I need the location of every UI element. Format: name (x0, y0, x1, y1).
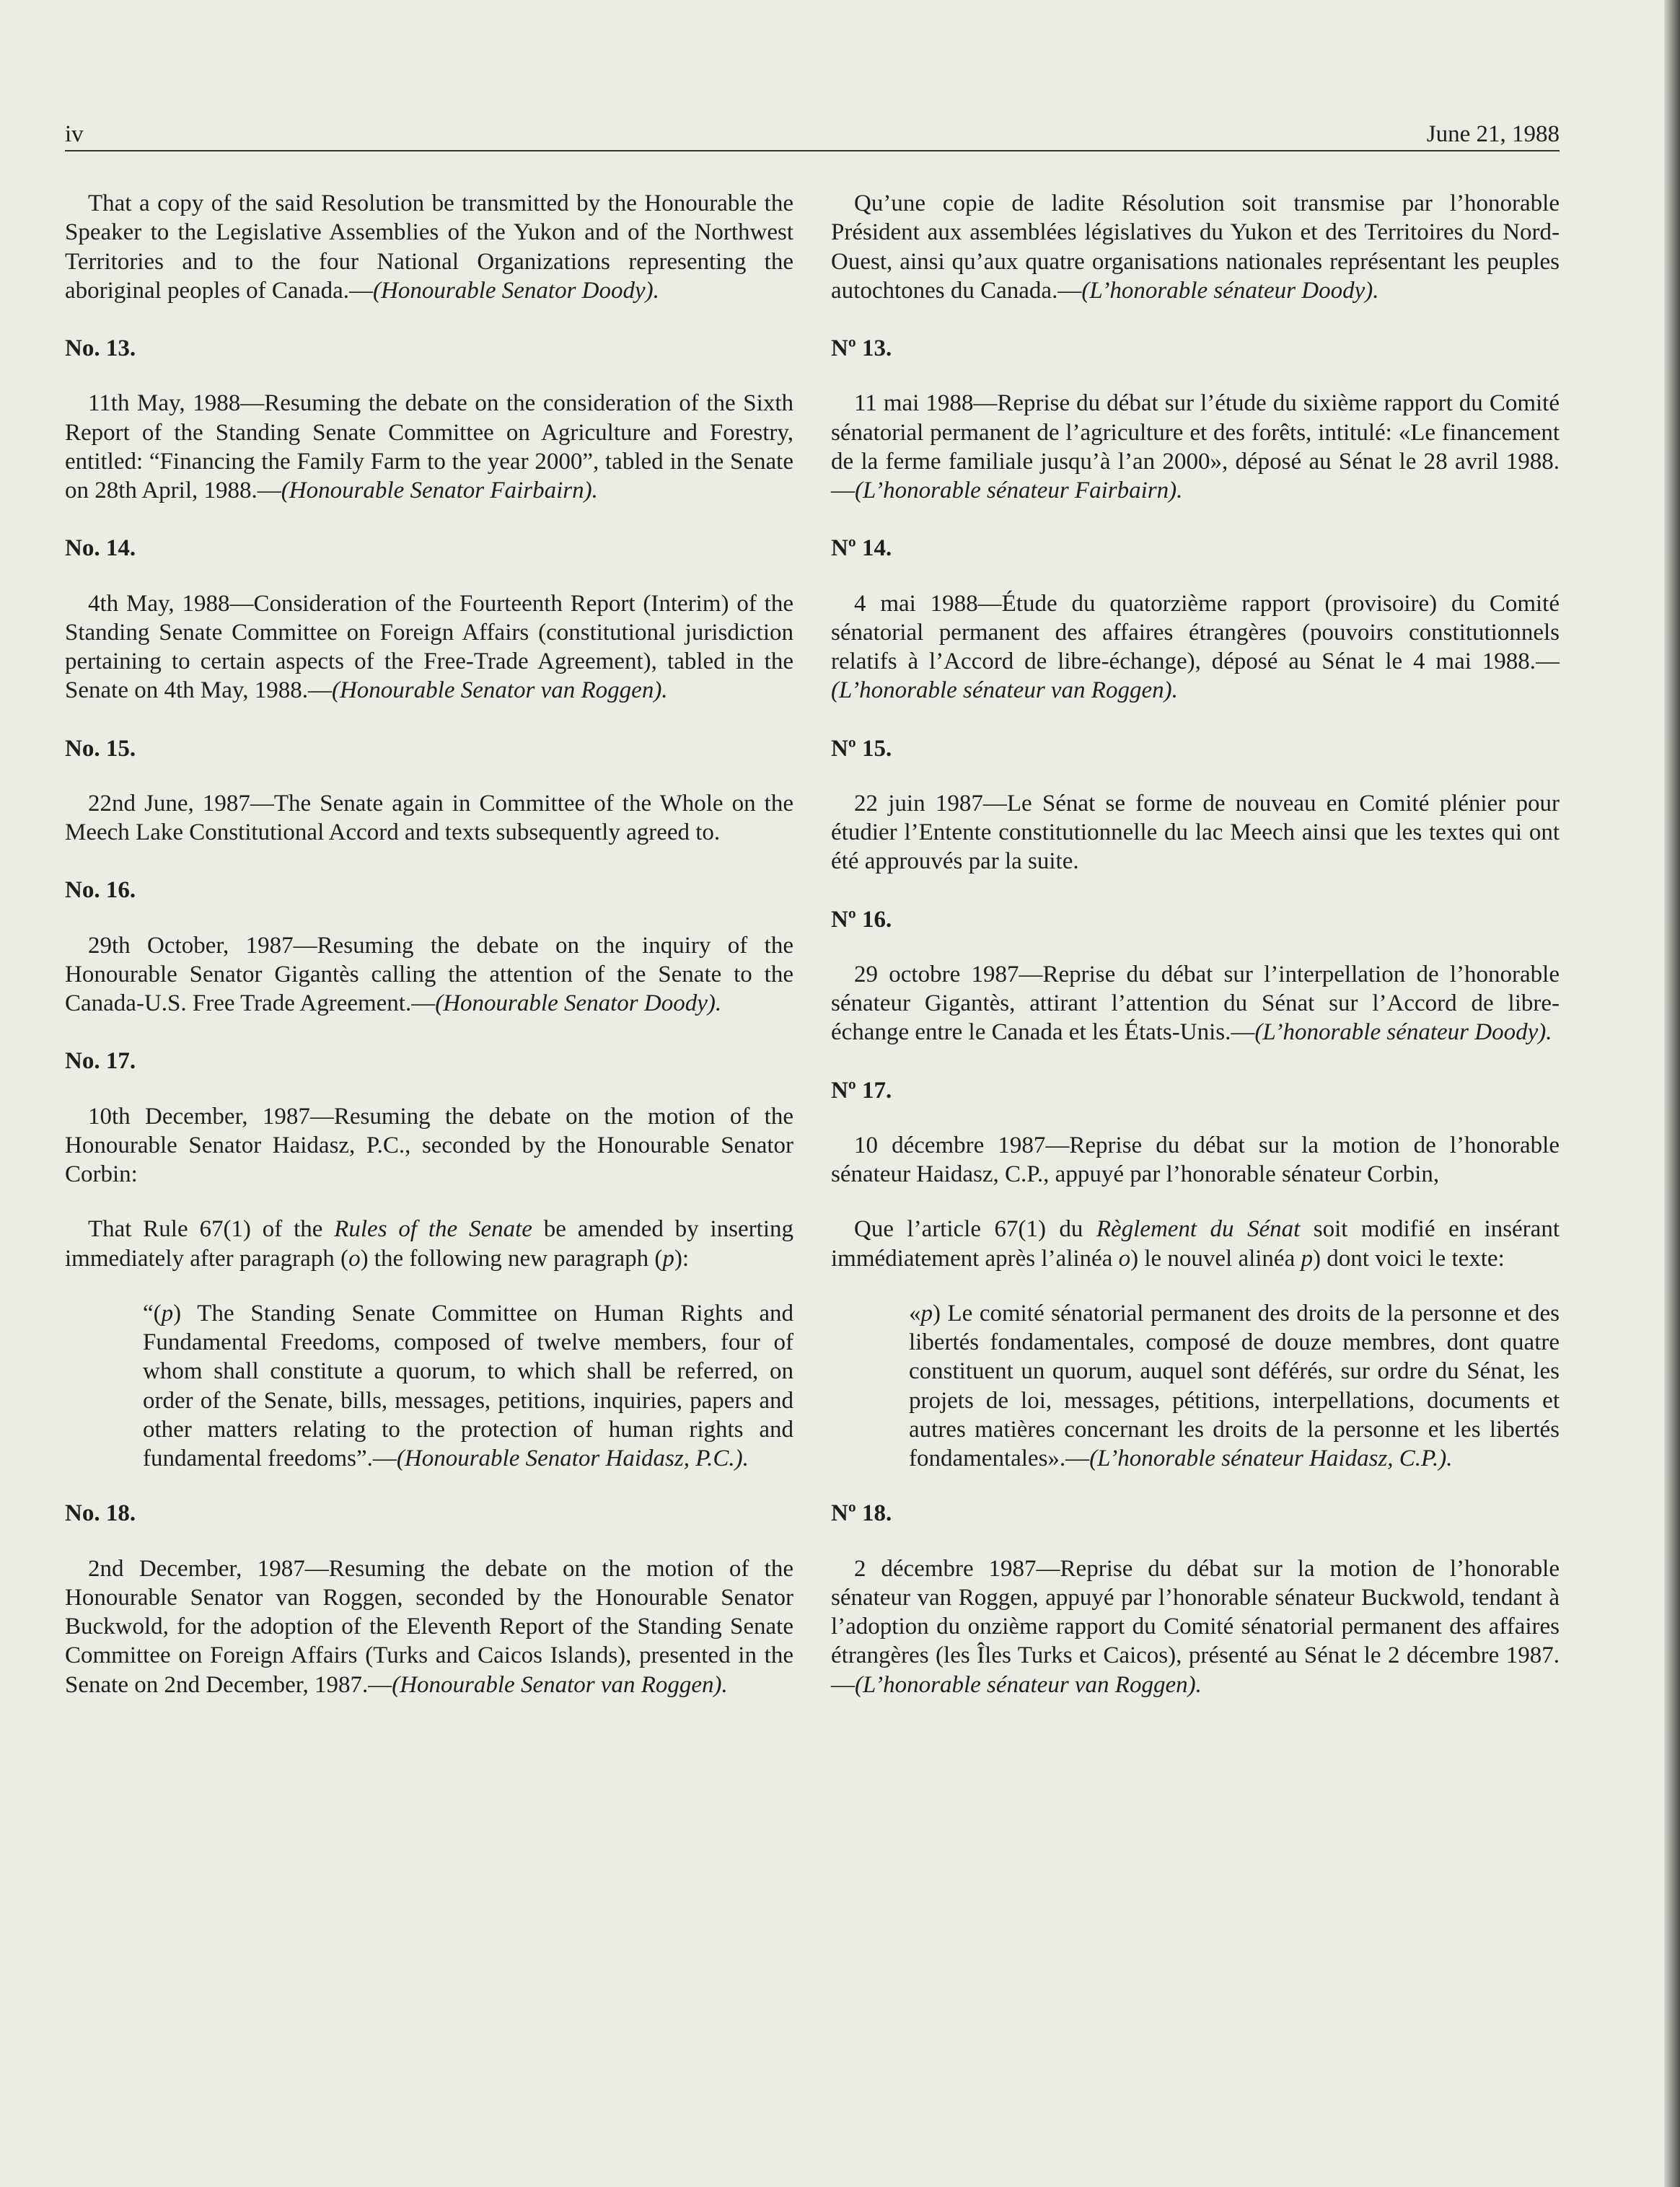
quoted-paragraph: “(p) The Standing Senate Committee on Human Rights and Fundamental Freedoms, composed of twelve members, four of whom shall constitute a quorum, to which shall be referred, on order of the Senate, bills, messages, petitions, inquiries, papers and other matters relating to the protection of human rights and fundamental freedoms”.—(Honourable Senator Haidasz, P.C.). (143, 1300, 793, 1471)
intro-paragraph: Qu’une copie de ladite Résolution soit transmise par l’honorable Président aux assemblées législatives du Yukon et des Territoires du Nord-Ouest, ainsi qu’aux quatre organisations nationales représentant les peuples autochtones du Canada.—(L’honorable sénateur Doody). (831, 190, 1560, 304)
attribution: (Honourable Senator Doody). (435, 990, 722, 1016)
motion-paragraph: That Rule 67(1) of the Rules of the Senate be amended by inserting immediately after paragraph (o) the following new paragraph (p): (65, 1216, 793, 1272)
item-heading: Nº 14. (831, 535, 892, 562)
attribution: (L’honorable sénateur van Roggen). (855, 1671, 1202, 1698)
item-paragraph: 4 mai 1988—Étude du quatorzième rapport (provisoire) du Comité sénatorial permanent des affaires étrangères (pouvoirs constitutionnels relatifs à l’Accord de libre-échange), déposé au Sénat le 4 mai 1988.—(L’honorable sénateur van Roggen). (831, 590, 1560, 704)
attribution: (L’honorable sénateur Haidasz, C.P.). (1089, 1445, 1453, 1471)
motion-paragraph: Que l’article 67(1) du Règlement du Sénat soit modifié en insérant immédiatement après l’alinéa o) le nouvel alinéa p) dont voici le texte: (831, 1216, 1560, 1272)
english-column (65, 189, 793, 1728)
page-folio: iv (65, 121, 84, 147)
attribution: (L’honorable sénateur van Roggen). (831, 677, 1178, 704)
item-heading: No. 13. (65, 335, 136, 361)
item-paragraph: 2nd December, 1987—Resuming the debate on the motion of the Honourable Senator van Roggen, seconded by the Honourable Senator Buckwold, for the adoption of the Eleventh Report of the Standing Senate Committee on Foreign Affairs (Turks and Caicos Islands), presented in the Senate on 2nd December, 1987.—(Honourable Senator van Roggen). (65, 1555, 793, 1698)
attribution: (Honourable Senator van Roggen). (331, 677, 668, 704)
item-heading: No. 16. (65, 877, 136, 904)
header-rule (65, 150, 1560, 151)
attribution: (L’honorable sénateur Fairbairn). (855, 478, 1183, 503)
attribution: (Honourable Senator van Roggen). (392, 1671, 728, 1698)
item-heading: No. 18. (65, 1500, 136, 1527)
item-paragraph: 22nd June, 1987—The Senate again in Committee of the Whole on the Meech Lake Constitutional Accord and texts subsequently agreed to. (65, 790, 793, 845)
item-heading: No. 14. (65, 535, 136, 562)
page-edge-shadow (1664, 0, 1680, 2187)
item-paragraph: 11 mai 1988—Reprise du débat sur l’étude du sixième rapport du Comité sénatorial permanent de l’agriculture et des forêts, intitulé: «Le financement de la ferme familiale jusqu’à l’an 2000», déposé au Sénat le 28 avril 1988.—(L’honorable sénateur Fairbairn). (831, 390, 1560, 503)
item-heading: Nº 18. (831, 1500, 892, 1527)
item-paragraph: 10 décembre 1987—Reprise du débat sur la motion de l’honorable sénateur Haidasz, C.P., appuyé par l’honorable sénateur Corbin, (831, 1132, 1560, 1187)
attribution: (L’honorable sénateur Doody). (1254, 1019, 1552, 1046)
intro-paragraph: That a copy of the said Resolution be transmitted by the Honourable the Speaker to the Legislative Assemblies of the Yukon and of the Northwest Territories and to the four National Organizations representing the aboriginal peoples of Canada.—(Honourable Senator Doody). (65, 190, 793, 304)
page-header (65, 121, 1560, 150)
french-column (831, 189, 1560, 1728)
item-paragraph: 29 octobre 1987—Reprise du débat sur l’interpellation de l’honorable sénateur Gigantès, attirant l’attention du Sénat sur l’Accord de libre-échange entre le Canada et les États-Unis.—(L’honorable sénateur Doody). (831, 961, 1560, 1046)
attribution: (Honourable Senator Haidasz, P.C.). (396, 1445, 749, 1471)
attribution: (Honourable Senator Doody). (373, 277, 659, 304)
item-paragraph: 22 juin 1987—Le Sénat se forme de nouveau en Comité plénier pour étudier l’Entente constitutionnelle du lac Meech ainsi que les textes qui ont été approuvés par la suite. (831, 790, 1560, 875)
item-paragraph: 2 décembre 1987—Reprise du débat sur la motion de l’honorable sénateur van Roggen, appuyé par l’honorable sénateur Buckwold, tendant à l’adoption du onzième rapport du Comité sénatorial permanent des affaires étrangères (les Îles Turks et Caicos), présenté au Sénat le 2 décembre 1987.—(L’honorable sénateur van Roggen). (831, 1555, 1560, 1698)
item-heading: Nº 13. (831, 335, 892, 361)
item-heading: Nº 16. (831, 906, 892, 933)
item-heading: No. 17. (65, 1048, 136, 1075)
page-date: June 21, 1988 (1426, 121, 1560, 147)
attribution: (L’honorable sénateur Doody). (1081, 277, 1379, 304)
item-paragraph: 10th December, 1987—Resuming the debate on the motion of the Honourable Senator Haidasz, P.C., seconded by the Honourable Senator Corbin: (65, 1103, 793, 1187)
attribution: (Honourable Senator Fairbairn). (281, 478, 598, 503)
item-paragraph: 11th May, 1988—Resuming the debate on the consideration of the Sixth Report of the Standing Senate Committee on Agriculture and Forestry, entitled: “Financing the Family Farm to the year 2000”, tabled in the Senate on 28th April, 1988.—(Honourable Senator Fairbairn). (65, 390, 793, 503)
item-paragraph: 29th October, 1987—Resuming the debate on the inquiry of the Honourable Senator Gigantès calling the attention of the Senate to the Canada-U.S. Free Trade Agreement.—(Honourable Senator Doody). (65, 932, 793, 1016)
item-heading: No. 15. (65, 735, 136, 762)
item-heading: Nº 15. (831, 735, 892, 762)
item-heading: Nº 17. (831, 1077, 892, 1104)
item-paragraph: 4th May, 1988—Consideration of the Fourteenth Report (Interim) of the Standing Senate Committee on Foreign Affairs (constitutional jurisdiction pertaining to certain aspects of the Free-Trade Agreement), tabled in the Senate on 4th May, 1988.—(Honourable Senator van Roggen). (65, 590, 793, 704)
quoted-paragraph: «p) Le comité sénatorial permanent des droits de la personne et des libertés fondamentales, composé de douze membres, dont quatre constituent un quorum, auquel sont déférés, sur ordre du Sénat, les projets de loi, messages, pétitions, interpellations, documents et autres matières concernant les droits de la personne et les libertés fondamentales».—(L’honorable sénateur Haidasz, C.P.). (909, 1300, 1560, 1471)
